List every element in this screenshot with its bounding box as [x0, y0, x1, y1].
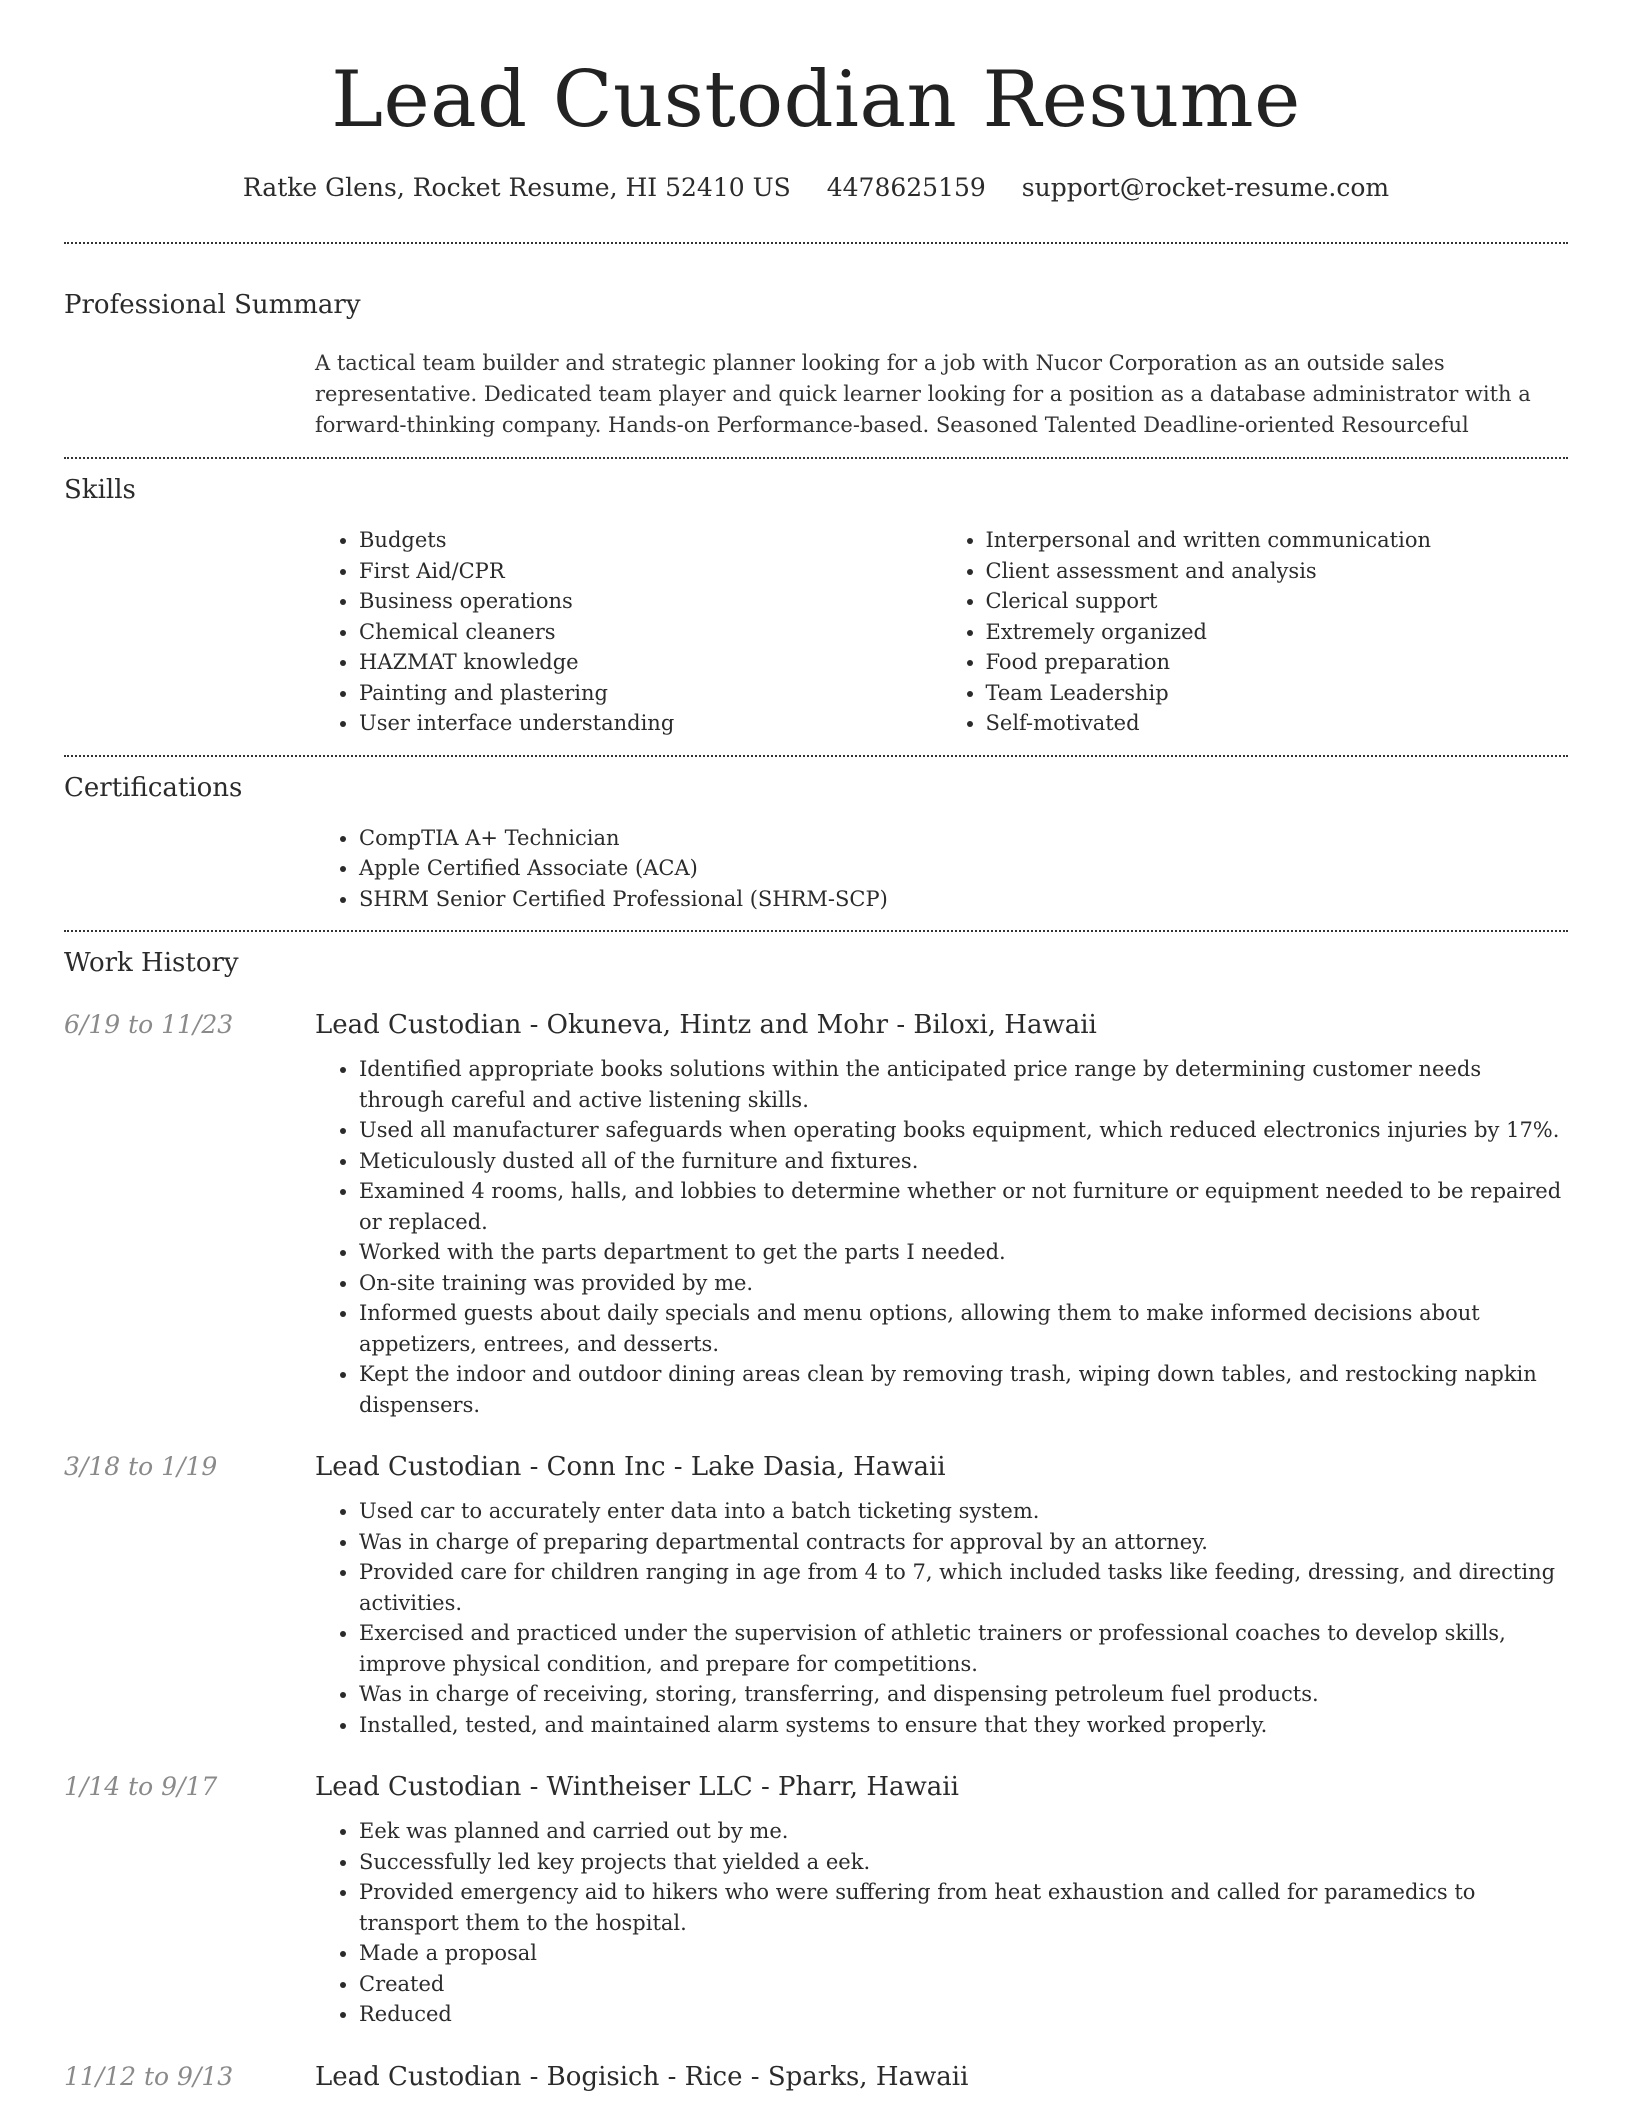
skill-item: • Painting and plastering	[359, 678, 942, 709]
job-bullet: • Created	[359, 1969, 1568, 2000]
skill-item: • Client assessment and analysis	[986, 556, 1569, 587]
job-title: Lead Custodian - Bogisich - Rice - Sparks, Hawaii	[315, 2061, 969, 2092]
section-heading-summary: Professional Summary	[64, 290, 361, 320]
job-bullet: • Exercised and practiced under the supervision of athletic trainers or professional coaches to develop skills, improve physical condition, and prepare for competitions.	[359, 1618, 1568, 1679]
skills-section	[64, 459, 1568, 739]
job-entry	[64, 2060, 1568, 2094]
skills-list-left	[315, 525, 942, 739]
skills-columns	[315, 525, 1568, 739]
job-bullet: • Used all manufacturer safeguards when operating books equipment, which reduced electronics injuries by 17%.	[359, 1115, 1568, 1146]
job-bullet: • Was in charge of receiving, storing, transferring, and dispensing petroleum fuel products.	[359, 1679, 1568, 1710]
job-bullet: • Identified appropriate books solutions within the anticipated price range by determining customer needs through careful and active listening skills.	[359, 1054, 1568, 1115]
skill-item: • First Aid/CPR	[359, 556, 942, 587]
job-bullets	[315, 1054, 1568, 1420]
contact-email: support@rocket-resume.com	[1021, 173, 1390, 202]
skills-list-right	[942, 525, 1569, 739]
section-heading-work-history: Work History	[64, 948, 239, 978]
job-bullet: • Eek was planned and carried out by me.	[359, 1816, 1568, 1847]
skill-item: • Team Leadership	[986, 678, 1569, 709]
job-bullet: • Made a proposal	[359, 1938, 1568, 1969]
job-entry	[64, 1450, 1568, 1740]
job-dates: 1/14 to 9/17	[64, 1772, 218, 1801]
job-entry	[64, 1008, 1568, 1420]
professional-summary-section	[64, 244, 1568, 441]
job-bullet: • Provided care for children ranging in age from 4 to 7, which included tasks like feeding, dressing, and directing activities.	[359, 1557, 1568, 1618]
job-bullets	[315, 1496, 1568, 1740]
contact-address: Ratke Glens, Rocket Resume, HI 52410 US	[242, 173, 791, 202]
skill-item: • Self-motivated	[986, 708, 1569, 739]
job-title: Lead Custodian - Okuneva, Hintz and Mohr - Biloxi, Hawaii	[315, 1010, 1097, 1040]
work-history-section	[64, 932, 1568, 2094]
certification-item: • SHRM Senior Certified Professional (SHRM-SCP)	[359, 884, 1568, 915]
skill-item: • Interpersonal and written communication	[986, 525, 1569, 556]
job-bullet: • Meticulously dusted all of the furniture and fixtures.	[359, 1146, 1568, 1177]
certification-item: • CompTIA A+ Technician	[359, 823, 1568, 854]
certifications-section	[64, 757, 1568, 915]
section-heading-certifications: Certifications	[64, 772, 243, 803]
job-bullet: • Provided emergency aid to hikers who were suffering from heat exhaustion and called for paramedics to transport them to the hospital.	[359, 1877, 1568, 1938]
skill-item: • Clerical support	[986, 586, 1569, 617]
certifications-list	[315, 823, 1568, 915]
skill-item: • HAZMAT knowledge	[359, 647, 942, 678]
contact-line	[64, 168, 1568, 208]
resume-title: Lead Custodian Resume	[331, 55, 1301, 145]
job-bullet: • Worked with the parts department to get the parts I needed.	[359, 1237, 1568, 1268]
job-dates: 11/12 to 9/13	[64, 2061, 234, 2091]
job-title: Lead Custodian - Conn Inc - Lake Dasia, Hawaii	[315, 1452, 946, 1482]
contact-phone: 4478625159	[826, 173, 986, 202]
job-bullet: • Examined 4 rooms, halls, and lobbies to determine whether or not furniture or equipment needed to be repaired or replaced.	[359, 1176, 1568, 1237]
job-bullet: • Successfully led key projects that yielded a eek.	[359, 1847, 1568, 1878]
resume-page	[64, 0, 1568, 2094]
certification-item: • Apple Certified Associate (ACA)	[359, 853, 1568, 884]
section-heading-skills: Skills	[64, 475, 136, 505]
skill-item: • Business operations	[359, 586, 942, 617]
job-title: Lead Custodian - Wintheiser LLC - Pharr, Hawaii	[315, 1772, 959, 1802]
job-bullet: • Kept the indoor and outdoor dining areas clean by removing trash, wiping down tables, and restocking napkin dispensers.	[359, 1359, 1568, 1420]
job-bullet: • Informed guests about daily specials and menu options, allowing them to make informed decisions about appetizers, entrees, and desserts.	[359, 1298, 1568, 1359]
job-dates: 3/18 to 1/19	[64, 1452, 218, 1481]
skill-item: • Food preparation	[986, 647, 1569, 678]
job-dates: 6/19 to 11/23	[64, 1010, 234, 1039]
job-bullet: • On-site training was provided by me.	[359, 1268, 1568, 1299]
skill-item: • Extremely organized	[986, 617, 1569, 648]
job-bullet: • Was in charge of preparing departmental contracts for approval by an attorney.	[359, 1527, 1568, 1558]
summary-text: A tactical team builder and strategic planner looking for a job with Nucor Corporation as an outside sales representative. Dedicated team player and quick learner looking for a position as a database administrator with a forward-thinking company. Hands-on Performance-based. Seasoned Talented Deadline-oriented Resourceful	[315, 351, 1531, 437]
skill-item: • User interface understanding	[359, 708, 942, 739]
job-bullets	[315, 1816, 1568, 2030]
skill-item: • Budgets	[359, 525, 942, 556]
job-entry	[64, 1770, 1568, 2030]
skill-item: • Chemical cleaners	[359, 617, 942, 648]
job-bullet: • Installed, tested, and maintained alarm systems to ensure that they worked properly.	[359, 1710, 1568, 1741]
job-bullet: • Used car to accurately enter data into a batch ticketing system.	[359, 1496, 1568, 1527]
job-bullet: • Reduced	[359, 1999, 1568, 2030]
